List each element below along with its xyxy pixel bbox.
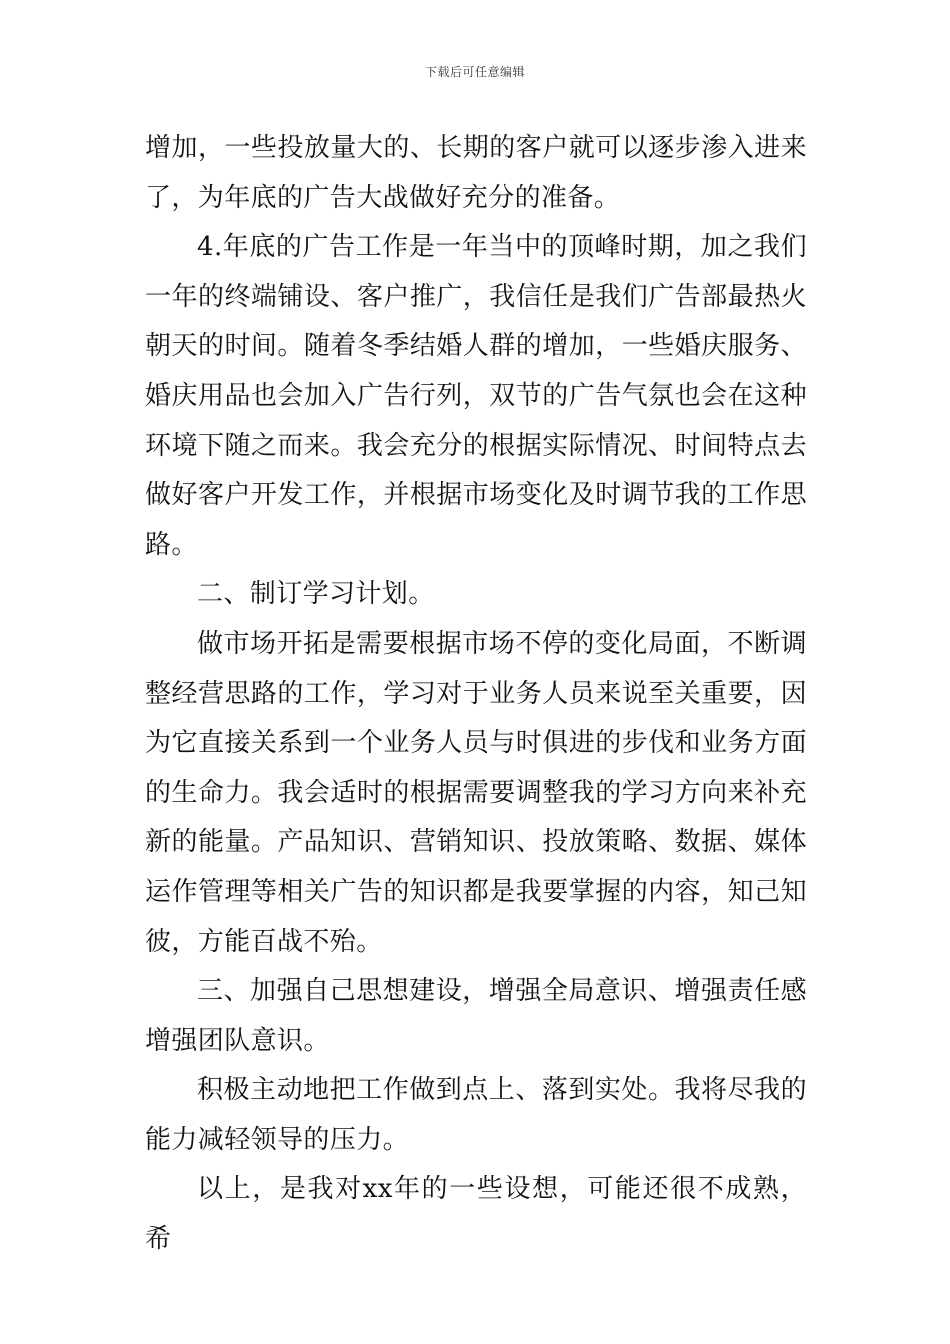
document-body [145,124,807,1265]
section-heading-3: 三、加强自己思想建设，增强全局意识、增强责任感增强团队意识。 [145,976,807,1056]
paragraph-closing: 以上，是我对xx年的一些设想，可能还很不成熟，希 [145,1174,807,1255]
paragraph-item-4: 4.年底的广告工作是一年当中的顶峰时期，加之我们一年的终端铺设、客户推广，我信任是我们广告部最热火朝天的时间。随着冬季结婚人群的增加，一些婚庆服务、婚庆用品也会加入广告行列，双节的广告气氛也会在这种环境下随之而来。我会充分的根据实际情况、时间特点去做好客户开发工作，并根据市场变化及时调节我的工作思路。 [145,232,807,560]
section-heading-2: 二、制订学习计划。 [197,579,435,610]
paragraph-continued: 增加，一些投放量大的、长期的客户就可以逐步渗入进来了，为年底的广告大战做好充分的准备。 [145,133,807,213]
paragraph-initiative: 积极主动地把工作做到点上、落到实处。我将尽我的能力减轻领导的压力。 [145,1075,807,1155]
header-note: 下载后可任意编辑 [424,65,525,79]
paragraph-learning-plan: 做市场开拓是需要根据市场不停的变化局面，不断调整经营思路的工作，学习对于业务人员来说至关重要，因为它直接关系到一个业务人员与时俱进的步伐和业务方面的生命力。我会适时的根据需要调整我的学习方向来补充新的能量。产品知识、营销知识、投放策略、数据、媒体运作管理等相关广告的知识都是我要掌握的内容，知己知彼，方能百战不殆。 [145,628,807,957]
